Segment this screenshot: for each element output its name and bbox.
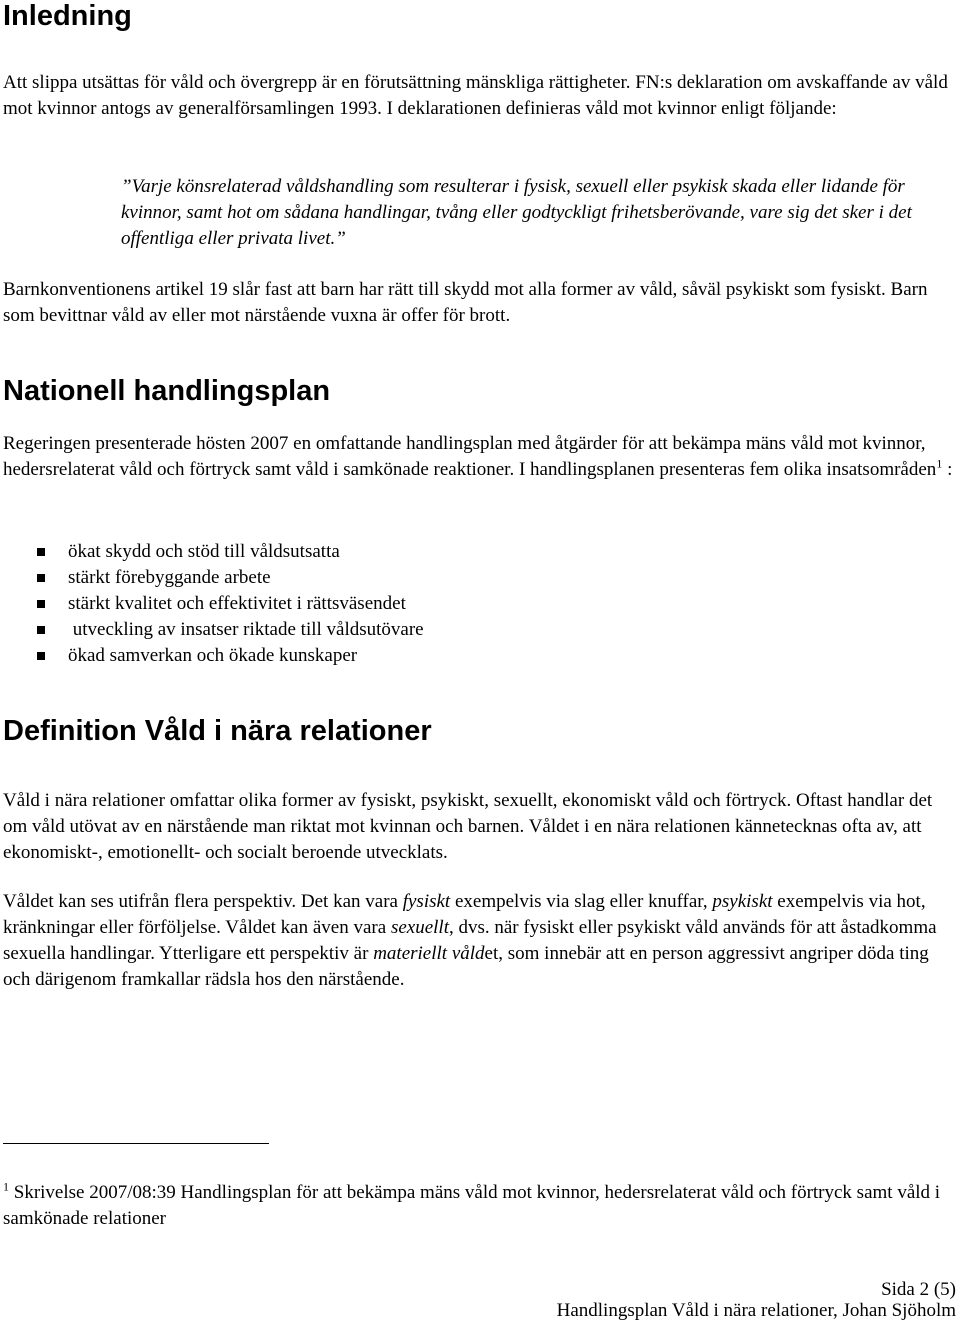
page-number: Sida 2 (5) — [881, 1279, 956, 1300]
square-bullet-icon — [37, 626, 45, 634]
list-item-text: utveckling av insatser riktade till våldsutövare — [68, 619, 424, 640]
text-run: exempelvis via slag eller knuffar, — [450, 891, 713, 912]
text-run: exempelvis via hot, kränkningar eller förföljelse. Våldet kan även vara — [3, 891, 926, 938]
footnote-text: Skrivelse 2007/08:39 Handlingsplan för att bekämpa mäns våld mot kvinnor, hedersrelaterat våld och förtryck samt våld i samkönade relationer — [3, 1182, 941, 1229]
list-item — [0, 539, 424, 565]
square-bullet-icon — [37, 574, 45, 582]
footer-document-title: Handlingsplan Våld i nära relationer, Johan Sjöholm — [556, 1300, 956, 1321]
plan-paragraph-colon: : — [942, 459, 953, 480]
square-bullet-icon — [37, 548, 45, 556]
heading-definition: Definition Våld i nära relationer — [3, 715, 432, 747]
text-run: Våldet kan ses utifrån flera perspektiv. Det kan vara — [3, 891, 403, 912]
plan-paragraph — [3, 431, 953, 483]
intro-paragraph: Att slippa utsättas för våld och övergrepp är en förutsättning mänskliga rättigheter. FN:s deklaration om avskaffande av våld mot kvinnor antogs av generalförsamlingen 1993. I deklarationen definieras våld mot kvinnor enligt följande: — [3, 72, 948, 119]
text-run-italic: psykiskt — [712, 891, 773, 912]
barnkonvention-paragraph: Barnkonventionens artikel 19 slår fast att barn har rätt till skydd mot alla former av våld, såväl psykiskt som fysiskt. Barn som bevittnar våld av eller mot närstående vuxna är offer för brott. — [3, 279, 928, 326]
list-item-text: stärkt förebyggande arbete — [68, 567, 271, 588]
square-bullet-icon — [37, 652, 45, 660]
list-item — [0, 591, 424, 617]
list-item-text: ökad samverkan och ökade kunskaper — [68, 645, 358, 666]
heading-nationell-handlingsplan: Nationell handlingsplan — [3, 375, 331, 407]
text-run-italic: fysiskt — [402, 891, 451, 912]
footnote-separator — [3, 1143, 269, 1144]
list-item-text: stärkt kvalitet och effektivitet i rättsväsendet — [68, 593, 406, 614]
footnote-reference[interactable]: 1 — [936, 456, 943, 471]
square-bullet-icon — [37, 600, 45, 608]
footnote-number: 1 — [3, 1179, 9, 1194]
text-run: et, som innebär att en person aggressivt angriper döda ting och därigenom framkallar rädsla hos den närstående. — [3, 943, 929, 990]
text-run-italic: sexuellt — [390, 917, 449, 938]
list-item — [0, 617, 424, 643]
declaration-quote: ”Varje könsrelaterad våldshandling som resulterar i fysisk, sexuell eller psykisk skada eller lidande för kvinnor, samt hot om sådana handlingar, tvång eller godtyckligt frihetsberövande, vare sig det sker i det offentliga eller privata livet.” — [121, 176, 912, 249]
definition-paragraph: Våld i nära relationer omfattar olika former av fysiskt, psykiskt, sexuellt, ekonomiskt våld och förtryck. Oftast handlar det om våld utövat av en närstående man riktat mot kvinnan och barnen. Våldet i en nära relationen kännetecknas ofta av, att ekonomiskt-, emotionellt- och socialt beroende utvecklats. — [3, 790, 933, 863]
text-run: , dvs. när fysiskt eller psykiskt våld används för att åstadkomma sexuella handlingar. Ytterligare ett perspektiv är — [3, 917, 937, 964]
perspektiv-paragraph — [3, 889, 953, 993]
footnote — [3, 1180, 953, 1232]
heading-inledning: Inledning — [3, 0, 132, 32]
list-item — [0, 643, 424, 669]
list-item — [0, 565, 424, 591]
text-run-italic: materiellt våld — [373, 943, 485, 964]
plan-paragraph-text: Regeringen presenterade hösten 2007 en omfattande handlingsplan med åtgärder för att bekämpa mäns våld mot kvinnor, hedersrelaterat våld och förtryck samt våld i samkönade reaktioner. I handlingsplanen presenteras fem olika insatsområden — [3, 433, 937, 480]
list-item-text: ökat skydd och stöd till våldsutsatta — [68, 541, 340, 562]
insatsomraden-list — [0, 539, 424, 669]
